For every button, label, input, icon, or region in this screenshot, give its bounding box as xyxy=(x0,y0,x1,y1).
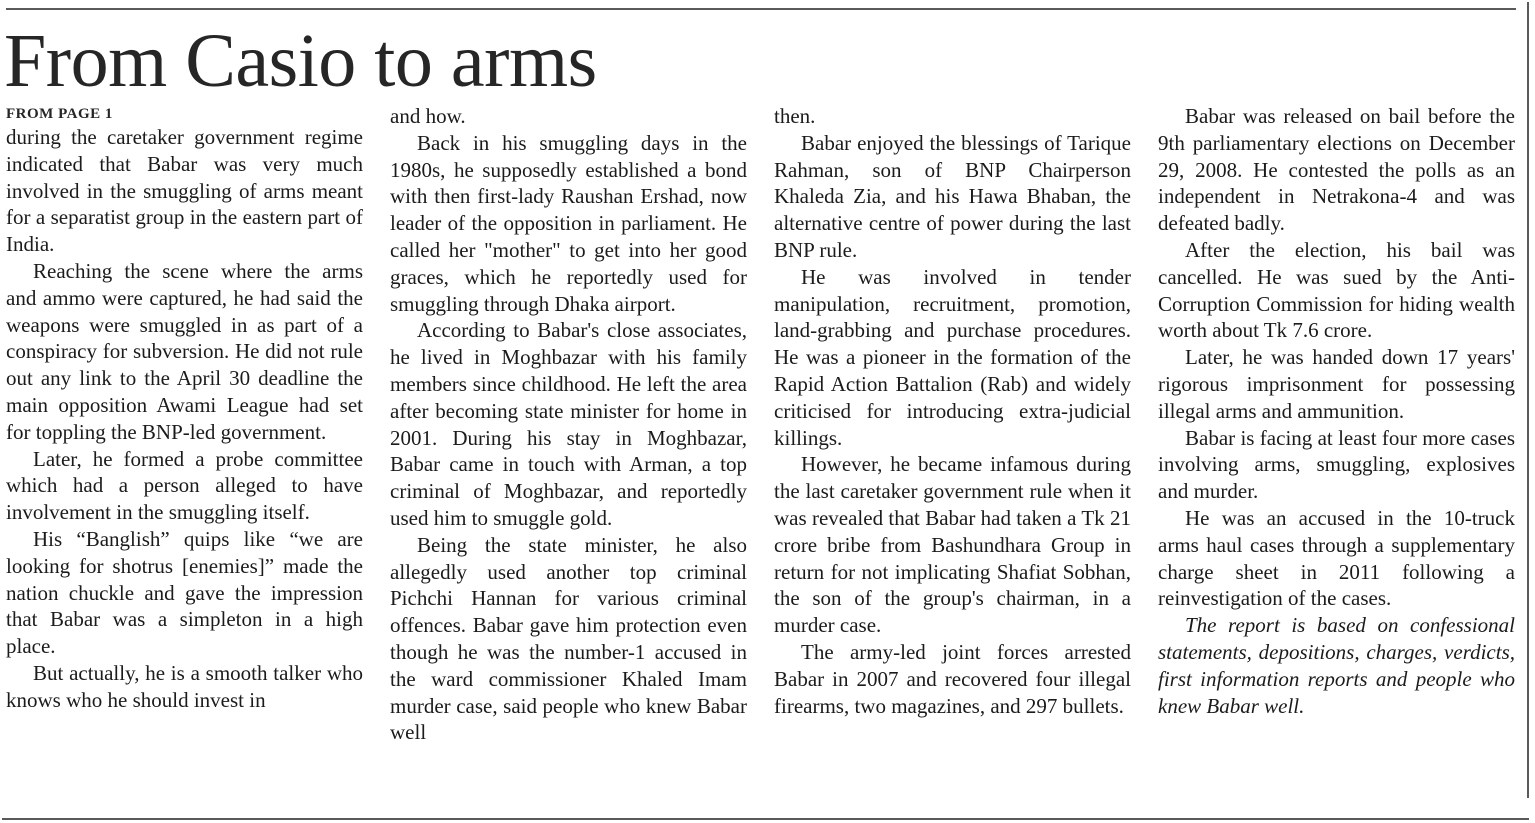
paragraph: He was an accused in the 10-truck arms haul cases through a supplementary charge sheet in 2011 following a reinvestigation of the cases. xyxy=(1158,505,1515,611)
paragraph: The army-led joint forces arrested Babar in 2007 and recovered four illegal firearms, two magazines, and 297 bullets. xyxy=(774,639,1131,718)
paragraph: and how. xyxy=(390,104,466,128)
article-column-2 xyxy=(390,103,747,746)
paragraph: Back in his smuggling days in the 1980s, he supposedly established a bond with then first-lady Raushan Ershad, now leader of the opposition in parliament. He called her "mother" to get into her good graces, which he reportedly used for smuggling through Dhaka airport. xyxy=(390,130,747,316)
paragraph: His “Banglish” quips like “we are looking for shotrus [enemies]” made the nation chuckle and gave the impression that Babar was a simpleton in a high place. xyxy=(6,526,363,659)
kicker-from-page: FROM PAGE 1 xyxy=(6,106,113,122)
article-column-1 xyxy=(6,103,363,714)
top-rule xyxy=(6,8,1516,10)
paragraph: Babar was released on bail before the 9th parliamentary elections on December 29, 2008. He contested the polls as an independent in Netrakona-4 and was defeated badly. xyxy=(1158,104,1515,236)
source-note: The report is based on confessional statements, depositions, charges, verdicts, first information reports and people who knew Babar well. xyxy=(1158,613,1515,718)
paragraph: Babar enjoyed the blessings of Tarique Rahman, son of BNP Chairperson Khaleda Zia, and his Hawa Bhaban, the alternative centre of power during the last BNP rule. xyxy=(774,130,1131,262)
article-column-4 xyxy=(1158,103,1515,719)
right-rule xyxy=(1527,2,1529,798)
paragraph: Being the state minister, he also allegedly used another top criminal Pichchi Hannan for various criminal offences. Babar gave him protection even though he was the number-1 accused in the ward commissioner Khaled Imam murder case, said people who knew Babar well xyxy=(390,532,747,745)
article-column-3 xyxy=(774,103,1131,719)
paragraph: According to Babar's close associates, he lived in Moghbazar with his family members since childhood. He left the area after becoming state minister for home in 2001. During his stay in Moghbazar, Babar came in touch with Arman, a top criminal of Moghbazar, and reportedly used him to smuggle gold. xyxy=(390,318,747,530)
paragraph: Later, he was handed down 17 years' rigorous imprisonment for possessing illegal arms and ammunition. xyxy=(1158,345,1515,423)
paragraph: He was involved in tender manipulation, recruitment, promotion, land-grabbing and purchase procedures. He was a pioneer in the formation of the Rapid Action Battalion (Rab) and widely criticised for introducing extra-judicial killings. xyxy=(774,264,1131,450)
paragraph: during the caretaker government regime indicated that Babar was very much involved in the smuggling of arms meant for a separatist group in the eastern part of India. xyxy=(6,125,363,257)
paragraph: However, he became infamous during the last caretaker government rule when it was revealed that Babar had taken a Tk 21 crore bribe from Bashundhara Group in return for not implicating Shafiat Sobhan, the son of the group's chairman, in a murder case. xyxy=(774,452,1131,638)
paragraph: Reaching the scene where the arms and ammo were captured, he had said the weapons were smuggled in as part of a conspiracy for subversion. He did not rule out any link to the April 30 deadline the main opposition Awami League had set for toppling the BNP-led government. xyxy=(6,258,363,444)
paragraph: After the election, his bail was cancelled. He was sued by the Anti-Corruption Commission for hiding wealth worth about Tk 7.6 crore. xyxy=(1158,237,1515,343)
paragraph: But actually, he is a smooth talker who knows who he should invest in xyxy=(6,660,363,712)
bottom-rule xyxy=(2,818,1529,820)
headline: From Casio to arms xyxy=(4,19,597,103)
paragraph: then. xyxy=(774,104,816,128)
paragraph: Later, he formed a probe committee which had a person alleged to have involvement in the smuggling itself. xyxy=(6,446,363,525)
paragraph: Babar is facing at least four more cases involving arms, smuggling, explosives and murder. xyxy=(1158,425,1515,504)
